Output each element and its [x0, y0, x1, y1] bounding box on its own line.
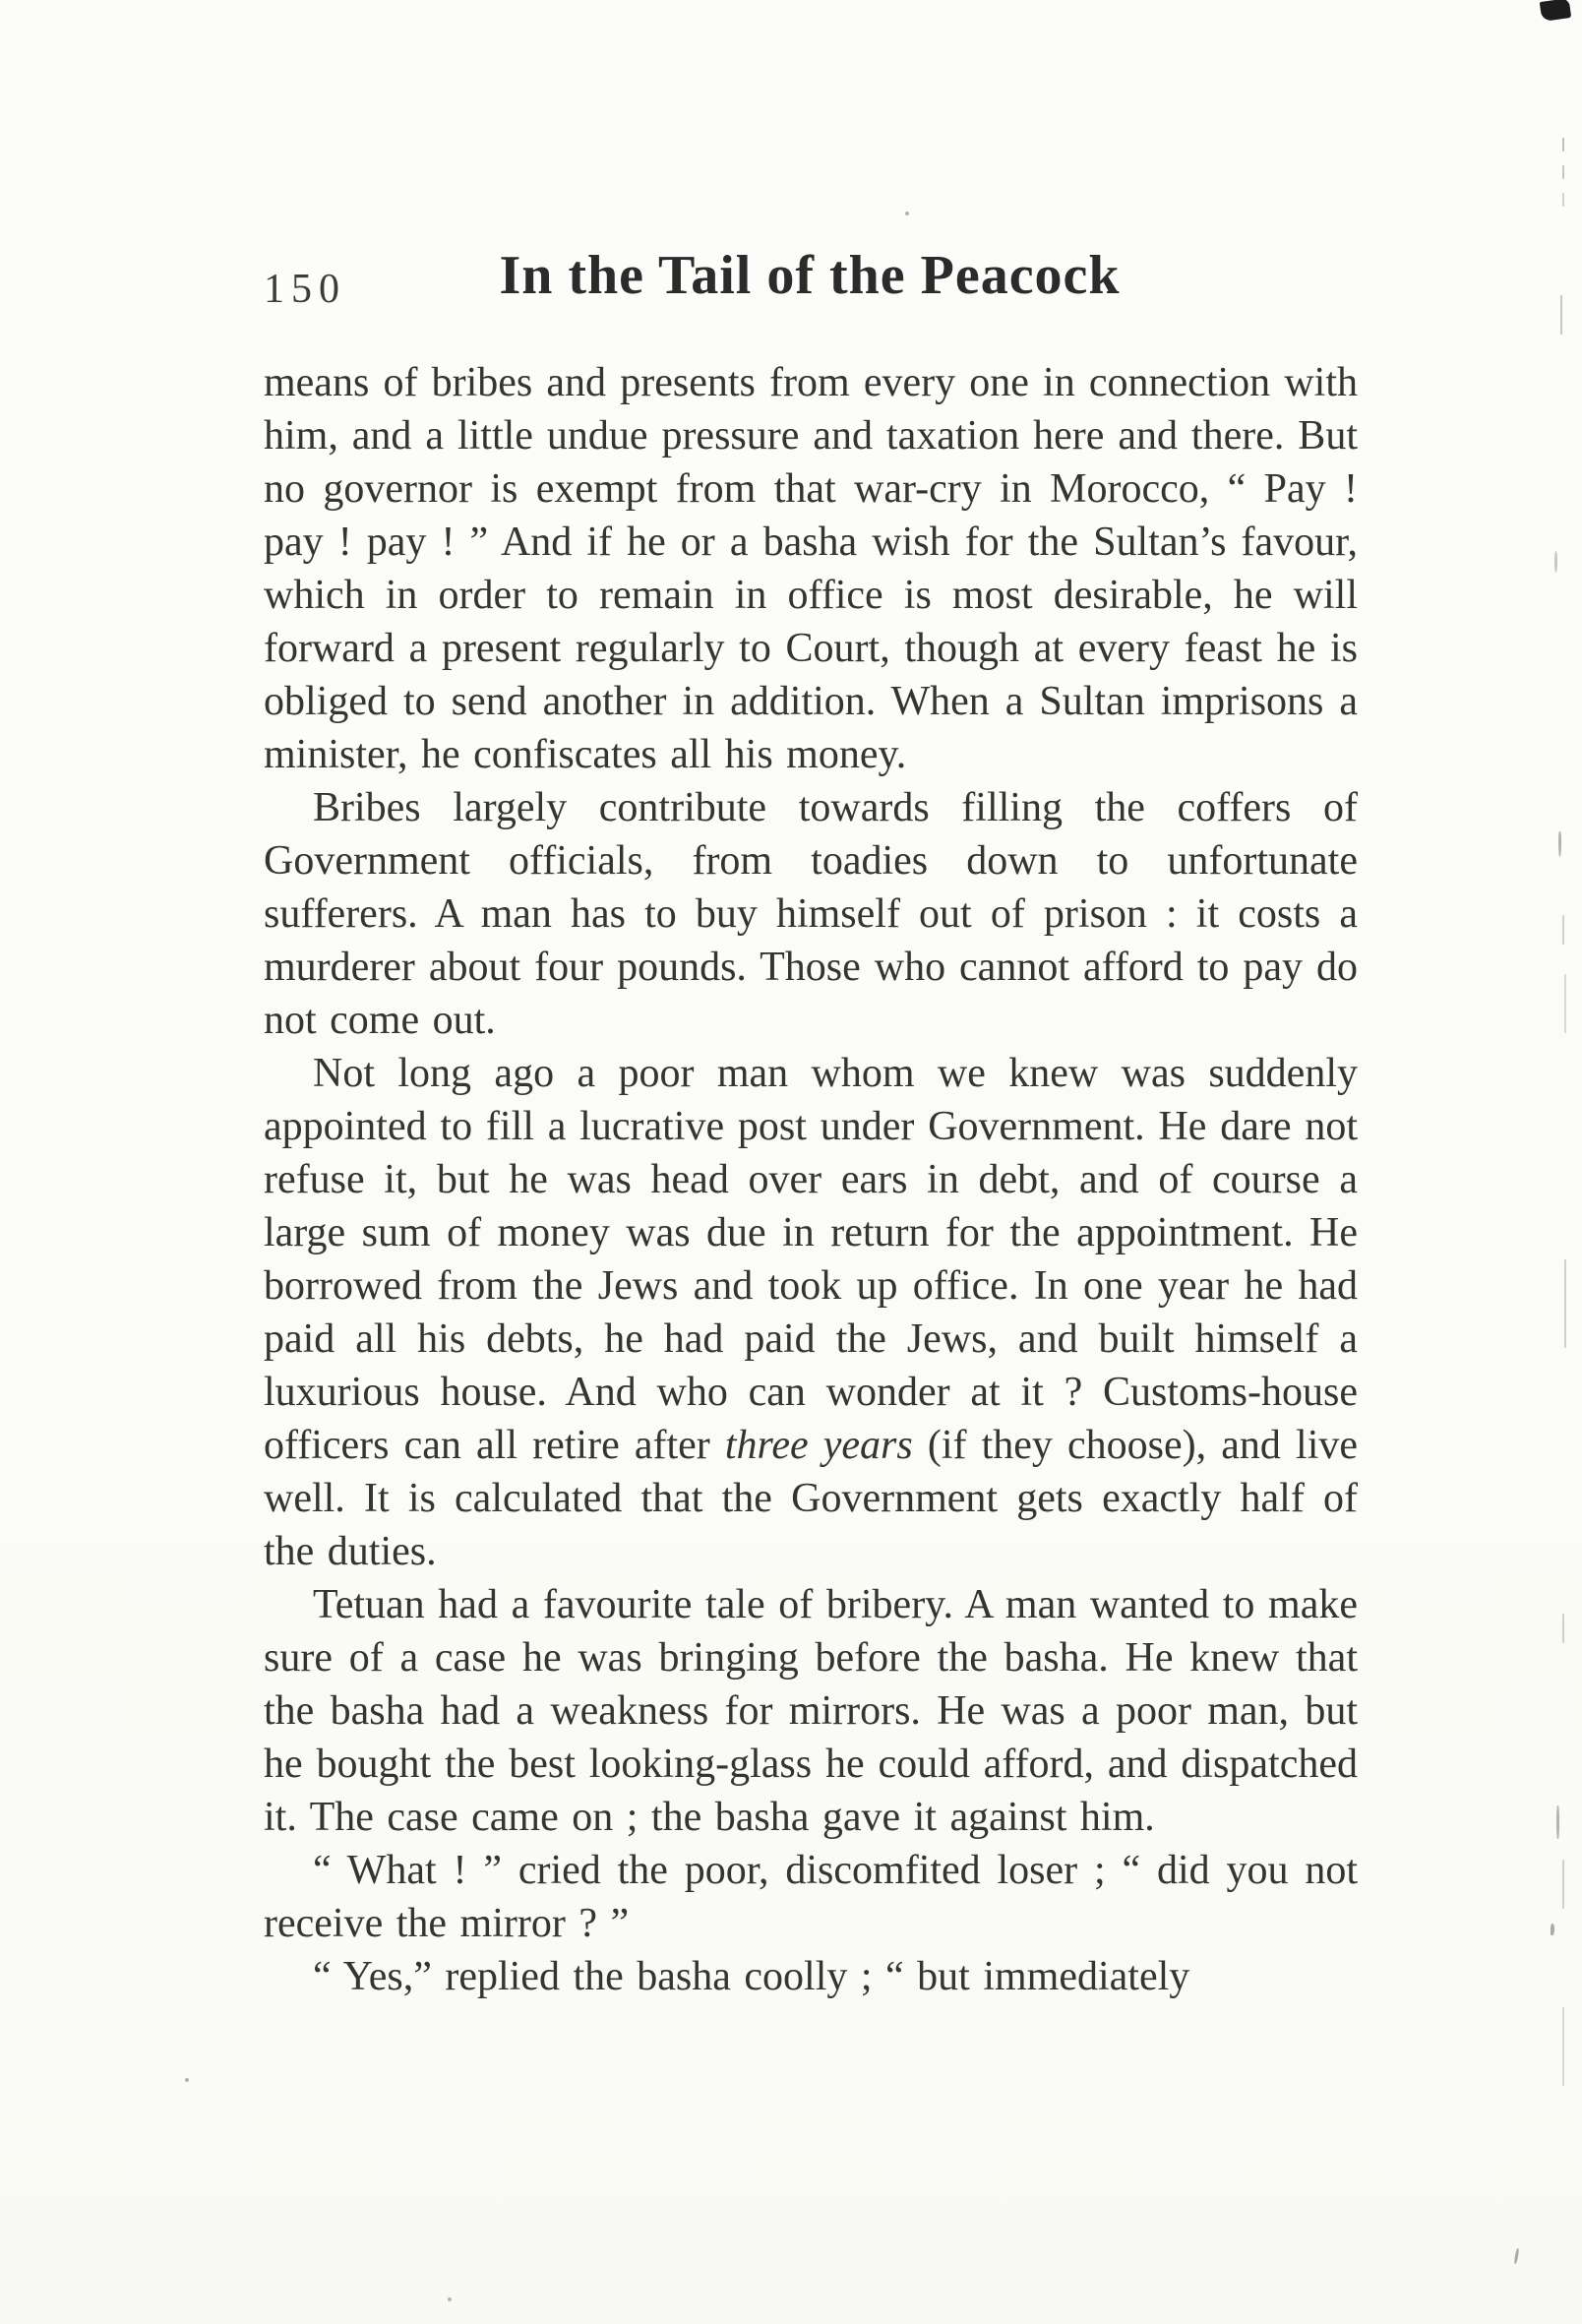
scan-artifact	[1556, 1805, 1559, 1839]
paragraph: means of bribes and presents from every one in connection with him, and a little undue pressure and taxation here and there. But no governor is exempt from that war-cry in Morocco, “ Pay ! pay ! pay ! ” And if he or a basha wish for the Sultan’s favour, which in order to remain in office is most desirable, he will forward a present regularly to Court, though at every feast he is obliged to send another in addition. When a Sultan imprisons a minister, he confiscates all his money.	[264, 360, 1358, 777]
scan-artifact	[1560, 295, 1562, 335]
scan-artifact	[1562, 138, 1564, 152]
paragraph: “ What ! ” cried the poor, discomfited loser ; “ did you not receive the mirror ? ”	[264, 1848, 1358, 1946]
scan-artifact	[1564, 974, 1566, 1033]
scan-artifact	[1554, 551, 1557, 573]
paragraph-text: (if they choose), and live well. It is calculated that the Government gets exactly half of the duties.	[264, 1423, 1359, 1574]
paragraph: Tetuan had a favourite tale of bribery. A man wanted to make sure of a case he was bringing before the basha. He knew that the basha had a weakness for mirrors. He was a poor man, but he bought the best looking-glass he could afford, and dispatched it. The case came on ; the basha gave it against him.	[264, 1582, 1358, 1840]
paragraph	[264, 1047, 1358, 1578]
scan-artifact	[1562, 915, 1564, 945]
scan-artifact	[905, 212, 909, 215]
scan-artifact	[185, 2078, 189, 2082]
scan-artifact	[448, 2297, 452, 2301]
page-number: 150	[264, 267, 346, 312]
scan-artifact	[1562, 1860, 1564, 1909]
scan-artifact	[1562, 165, 1564, 179]
scan-artifact	[1562, 193, 1564, 207]
scan-artifact	[1562, 2007, 1564, 2086]
body-text	[264, 356, 1358, 2003]
scan-artifact	[1514, 2248, 1520, 2264]
paragraph: Bribes largely contribute towards filling the coffers of Government officials, from toadies down to unfortunate sufferers. A man has to buy himself out of prison : it costs a murderer about four pounds. Those who cannot afford to pay do not come out.	[264, 785, 1358, 1043]
page-title: In the Tail of the Peacock	[499, 245, 1121, 306]
scan-artifact	[1564, 1259, 1566, 1348]
scan-artifact	[1558, 831, 1561, 857]
paragraph-text: Not long ago a poor man whom we knew was suddenly appointed to fill a lucrative post under Government. He dare not refuse it, but he was head over ears in debt, and of course a large sum of money was due in return for the appointment. He borrowed from the Jews and took up office. In one year he had paid all his debts, he had paid the Jews, and built himself a luxurious house. And who can wonder at it ? Customs-house officers can all retire after	[264, 1051, 1358, 1468]
scan-artifact	[1551, 1924, 1554, 1935]
paragraph: “ Yes,” replied the basha coolly ; “ but immediately	[313, 1954, 1190, 1999]
scan-artifact	[1562, 1614, 1564, 1643]
scan-artifact	[1540, 0, 1571, 22]
italic-phrase: three years	[724, 1423, 913, 1468]
